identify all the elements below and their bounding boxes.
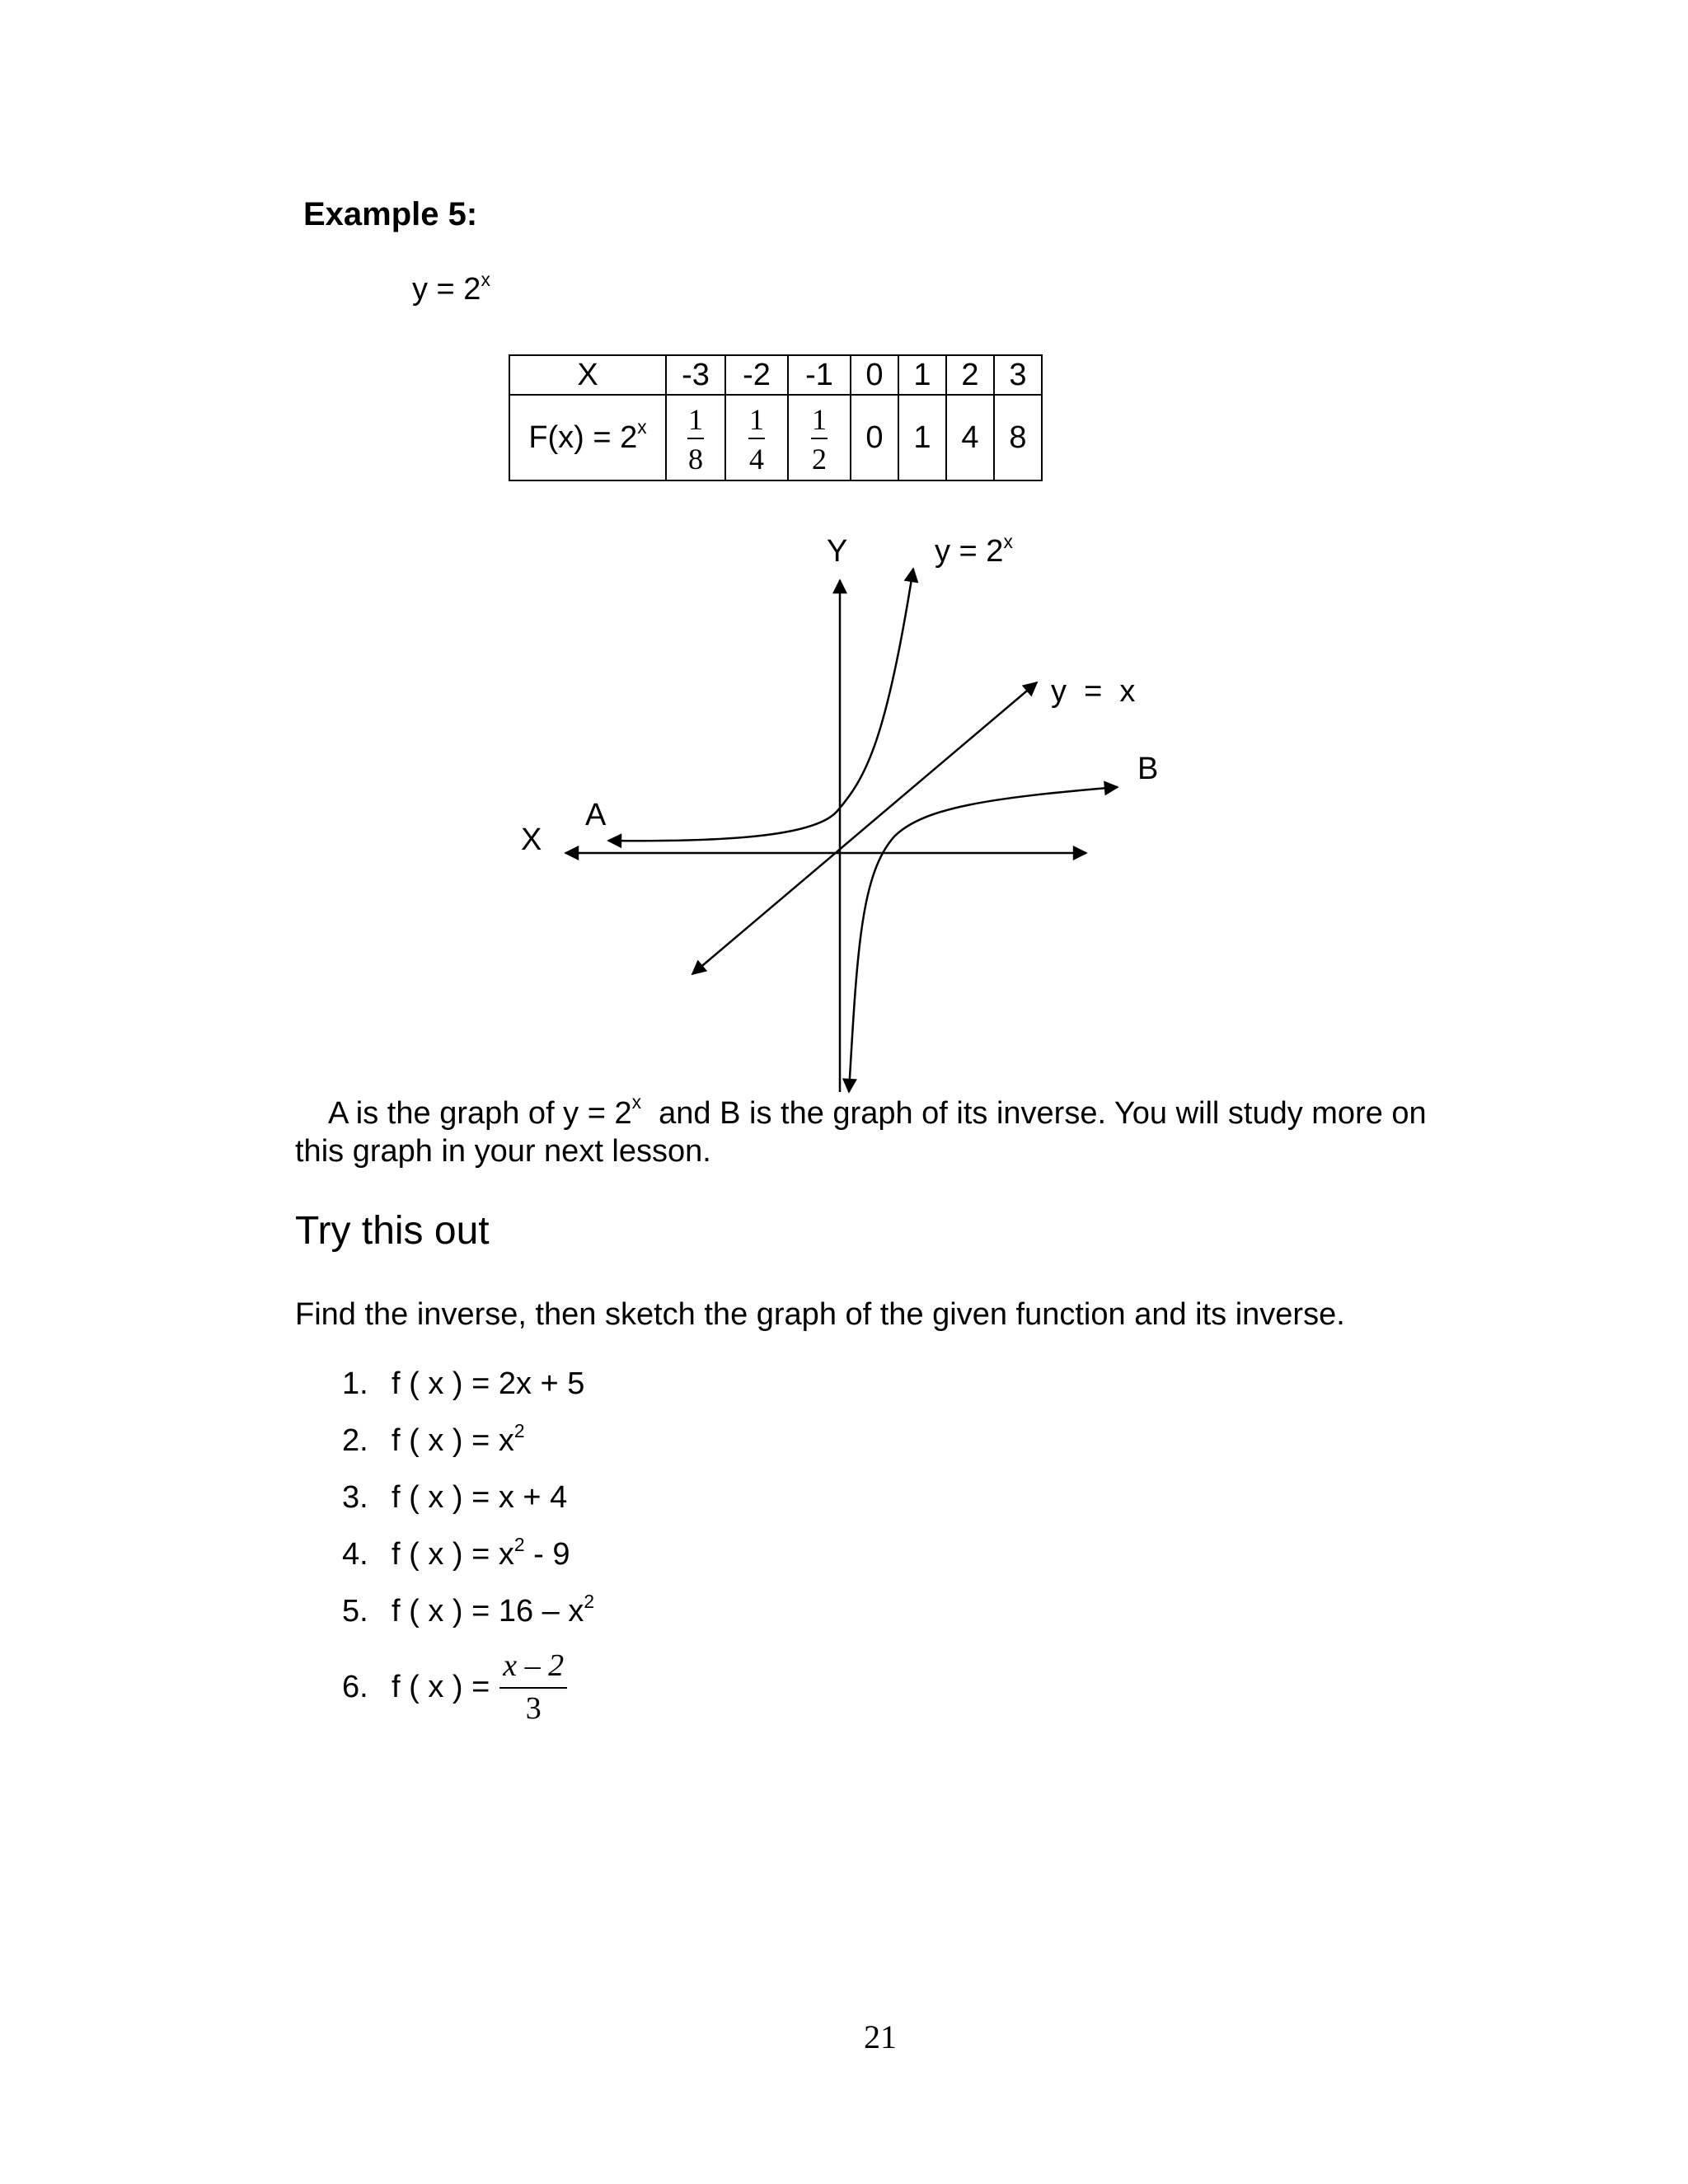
page-number: 21 — [864, 2018, 897, 2055]
table-cell: 1 — [898, 395, 946, 480]
fraction-denominator: 8 — [688, 443, 703, 476]
list-item — [342, 1366, 594, 1423]
equation-base: y = 2 — [412, 272, 481, 307]
fraction-numerator: 1 — [809, 405, 830, 439]
item-number: 5. — [342, 1594, 368, 1629]
item-number: 1. — [342, 1366, 368, 1401]
item-expression: f ( x ) = 16 – x — [392, 1594, 584, 1629]
curve-a-label-base: y = 2 — [935, 534, 1004, 569]
table-cell: -2 — [725, 355, 788, 395]
table-cell: -3 — [666, 355, 725, 395]
item-expression: f ( x ) = — [392, 1670, 490, 1704]
curve-a-label — [935, 530, 1013, 569]
instruction-text: Find the inverse, then sketch the graph of the given function and its inverse. — [295, 1297, 1345, 1332]
fx-label-base: F(x) = 2 — [528, 419, 638, 455]
curve-a-label-exponent: x — [1003, 530, 1013, 552]
fraction-numerator: 1 — [746, 405, 767, 439]
table-header-x: X — [509, 355, 666, 395]
table-cell: 8 — [994, 395, 1042, 480]
point-a-label: A — [585, 798, 607, 832]
item-number: 4. — [342, 1537, 368, 1572]
fraction-denominator: 4 — [749, 443, 764, 476]
item-expression: f ( x ) = x — [392, 1423, 514, 1458]
x-axis-label: X — [521, 823, 542, 857]
list-item — [342, 1480, 594, 1537]
exercise-list — [342, 1366, 595, 1726]
item-expression: f ( x ) = x — [392, 1537, 514, 1572]
table-cell: 0 — [851, 355, 898, 395]
item-number: 2. — [342, 1423, 368, 1458]
fraction-numerator: x – 2 — [499, 1649, 567, 1689]
list-item — [342, 1533, 594, 1594]
item-expression: f ( x ) = x + 4 — [392, 1480, 568, 1515]
list-item — [342, 1647, 594, 1726]
item-number: 6. — [342, 1670, 368, 1704]
identity-line — [692, 682, 1037, 974]
y-axis-label: Y — [827, 534, 848, 569]
fraction-denominator: 2 — [812, 443, 827, 476]
identity-line-label: y = x — [1051, 674, 1136, 709]
table-cell: 4 — [946, 395, 994, 480]
table-cell: -1 — [788, 355, 851, 395]
equation-exponent: x — [481, 268, 490, 290]
paragraph-exponent: x — [631, 1090, 642, 1113]
table-cell: 1 — [898, 355, 946, 395]
fraction-numerator: 1 — [685, 405, 706, 439]
fx-label-exponent: x — [637, 416, 647, 438]
table-cell: 2 — [946, 355, 994, 395]
point-b-label: B — [1137, 752, 1159, 786]
table-cell: 3 — [994, 355, 1042, 395]
curve-b — [849, 787, 1118, 1092]
example-title: Example 5: — [303, 196, 478, 232]
item-fraction — [499, 1649, 567, 1727]
curve-a — [608, 569, 913, 841]
item-exponent: 2 — [513, 1533, 525, 1555]
section-heading: Try this out — [295, 1209, 490, 1253]
list-item — [342, 1419, 594, 1480]
item-exponent: 2 — [584, 1590, 595, 1612]
item-number: 3. — [342, 1480, 368, 1515]
explanation-paragraph — [295, 1090, 1482, 1170]
item-exponent: 2 — [513, 1419, 525, 1441]
list-item — [342, 1590, 595, 1651]
table-cell: 0 — [851, 395, 898, 480]
fraction-denominator: 3 — [525, 1690, 542, 1726]
item-expression: f ( x ) = 2x + 5 — [392, 1366, 585, 1401]
paragraph-part2: and B is the graph of its inverse. You will study more on this graph in your next lesson. — [295, 1096, 1436, 1169]
paragraph-part1: A is the graph of y = 2 — [328, 1096, 632, 1131]
item-tail: - 9 — [524, 1537, 570, 1572]
